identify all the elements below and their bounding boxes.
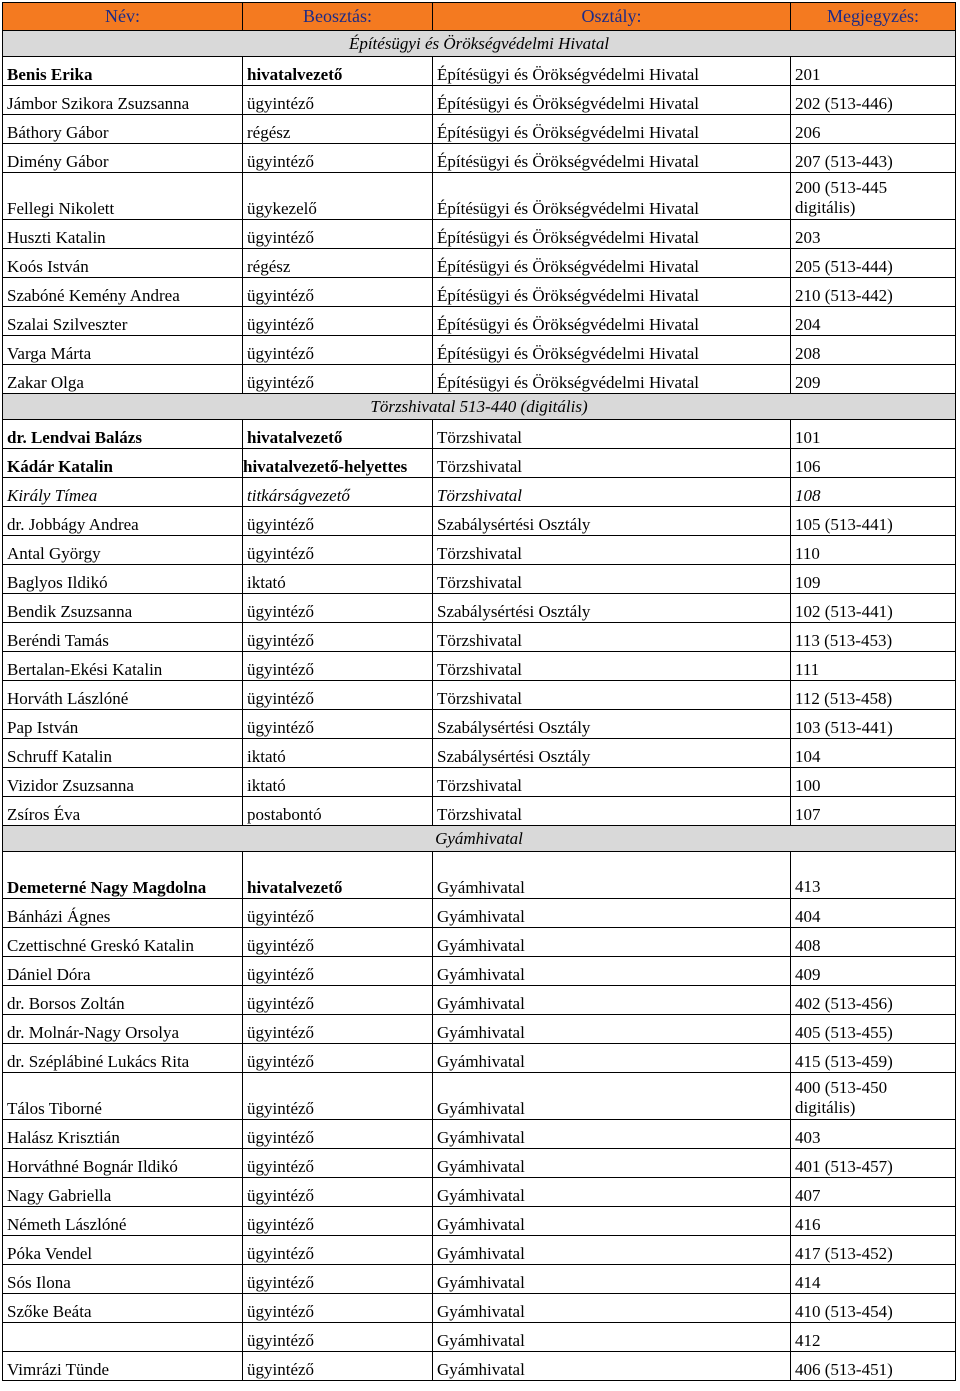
cell-note: 105 (513-441) bbox=[791, 507, 956, 536]
cell-department: Törzshivatal bbox=[433, 565, 791, 594]
cell-position: ügyintéző bbox=[243, 144, 433, 173]
cell-note: 109 bbox=[791, 565, 956, 594]
cell-department: Törzshivatal bbox=[433, 797, 791, 826]
cell-name: Zsíros Éva bbox=[3, 797, 243, 826]
cell-name: Póka Vendel bbox=[3, 1236, 243, 1265]
cell-note: 415 (513-459) bbox=[791, 1044, 956, 1073]
cell-name: Bertalan-Ekési Katalin bbox=[3, 652, 243, 681]
table-row bbox=[3, 739, 956, 768]
cell-position: régész bbox=[243, 249, 433, 278]
table-row bbox=[3, 623, 956, 652]
table-row bbox=[3, 278, 956, 307]
cell-department: Építésügyi és Örökségvédelmi Hivatal bbox=[433, 86, 791, 115]
cell-department: Gyámhivatal bbox=[433, 899, 791, 928]
cell-note: 101 bbox=[791, 420, 956, 449]
table-row bbox=[3, 986, 956, 1015]
cell-department: Gyámhivatal bbox=[433, 1294, 791, 1323]
cell-position: ügyintéző bbox=[243, 1207, 433, 1236]
cell-position: ügyintéző bbox=[243, 1323, 433, 1352]
cell-position: ügyintéző bbox=[243, 86, 433, 115]
cell-department: Építésügyi és Örökségvédelmi Hivatal bbox=[433, 220, 791, 249]
table-row bbox=[3, 1149, 956, 1178]
cell-department: Törzshivatal bbox=[433, 681, 791, 710]
table-row bbox=[3, 899, 956, 928]
cell-name: Koós István bbox=[3, 249, 243, 278]
cell-department: Szabálysértési Osztály bbox=[433, 594, 791, 623]
table-header bbox=[3, 3, 956, 31]
cell-name: Baglyos Ildikó bbox=[3, 565, 243, 594]
table-row bbox=[3, 220, 956, 249]
table-row bbox=[3, 173, 956, 220]
section-header-row bbox=[3, 826, 956, 852]
table-row bbox=[3, 710, 956, 739]
cell-department: Gyámhivatal bbox=[433, 1044, 791, 1073]
table-row bbox=[3, 1265, 956, 1294]
cell-note: 414 bbox=[791, 1265, 956, 1294]
cell-note: 404 bbox=[791, 899, 956, 928]
cell-note: 100 bbox=[791, 768, 956, 797]
table-row bbox=[3, 115, 956, 144]
cell-department: Építésügyi és Örökségvédelmi Hivatal bbox=[433, 144, 791, 173]
cell-name: Fellegi Nikolett bbox=[3, 173, 243, 220]
cell-department: Építésügyi és Örökségvédelmi Hivatal bbox=[433, 307, 791, 336]
cell-note: 200 (513-445 digitális) bbox=[791, 173, 956, 220]
cell-name: Vimrázi Tünde bbox=[3, 1352, 243, 1381]
cell-name: Tálos Tiborné bbox=[3, 1073, 243, 1120]
cell-position: ügyintéző bbox=[243, 1073, 433, 1120]
cell-name: Benis Erika bbox=[3, 57, 243, 86]
table-row bbox=[3, 1294, 956, 1323]
table-row bbox=[3, 144, 956, 173]
table-row bbox=[3, 1044, 956, 1073]
cell-note: 405 (513-455) bbox=[791, 1015, 956, 1044]
cell-position: ügyintéző bbox=[243, 594, 433, 623]
table-row bbox=[3, 565, 956, 594]
cell-note: 412 bbox=[791, 1323, 956, 1352]
table-row bbox=[3, 1015, 956, 1044]
cell-name: Jámbor Szikora Zsuzsanna bbox=[3, 86, 243, 115]
cell-note: 408 bbox=[791, 928, 956, 957]
cell-position: ügyintéző bbox=[243, 220, 433, 249]
cell-department: Törzshivatal bbox=[433, 420, 791, 449]
cell-position: ügyintéző bbox=[243, 507, 433, 536]
table-row bbox=[3, 1352, 956, 1381]
cell-name: Báthory Gábor bbox=[3, 115, 243, 144]
cell-name: Zakar Olga bbox=[3, 365, 243, 394]
table-row bbox=[3, 1073, 956, 1120]
cell-name: Huszti Katalin bbox=[3, 220, 243, 249]
cell-name: Vizidor Zsuzsanna bbox=[3, 768, 243, 797]
cell-position: ügyintéző bbox=[243, 1265, 433, 1294]
table-row bbox=[3, 536, 956, 565]
cell-department: Törzshivatal bbox=[433, 536, 791, 565]
header-row bbox=[3, 3, 956, 31]
cell-department: Építésügyi és Örökségvédelmi Hivatal bbox=[433, 278, 791, 307]
table-row bbox=[3, 957, 956, 986]
table-row bbox=[3, 507, 956, 536]
cell-name: Dimény Gábor bbox=[3, 144, 243, 173]
cell-department: Gyámhivatal bbox=[433, 1265, 791, 1294]
cell-name: dr. Jobbágy Andrea bbox=[3, 507, 243, 536]
cell-department: Szabálysértési Osztály bbox=[433, 710, 791, 739]
cell-position: ügyintéző bbox=[243, 1178, 433, 1207]
cell-name: Bánházi Ágnes bbox=[3, 899, 243, 928]
table-body bbox=[3, 31, 956, 1381]
section-title: Gyámhivatal bbox=[3, 826, 956, 852]
cell-note: 409 bbox=[791, 957, 956, 986]
table-row bbox=[3, 86, 956, 115]
cell-position: iktató bbox=[243, 768, 433, 797]
table-row bbox=[3, 420, 956, 449]
cell-note: 207 (513-443) bbox=[791, 144, 956, 173]
table-row bbox=[3, 1207, 956, 1236]
cell-name: Pap István bbox=[3, 710, 243, 739]
cell-position: régész bbox=[243, 115, 433, 144]
cell-note: 210 (513-442) bbox=[791, 278, 956, 307]
cell-position: hivatalvezető-helyettes bbox=[243, 449, 433, 478]
cell-note: 202 (513-446) bbox=[791, 86, 956, 115]
cell-position: ügyintéző bbox=[243, 278, 433, 307]
cell-name: Nagy Gabriella bbox=[3, 1178, 243, 1207]
cell-position: ügyintéző bbox=[243, 957, 433, 986]
cell-department: Szabálysértési Osztály bbox=[433, 739, 791, 768]
cell-department: Törzshivatal bbox=[433, 652, 791, 681]
cell-department: Gyámhivatal bbox=[433, 986, 791, 1015]
cell-note: 410 (513-454) bbox=[791, 1294, 956, 1323]
cell-position: hivatalvezető bbox=[243, 57, 433, 86]
table-row bbox=[3, 797, 956, 826]
cell-position: ügykezelő bbox=[243, 173, 433, 220]
cell-name: dr. Széplábiné Lukács Rita bbox=[3, 1044, 243, 1073]
cell-name: Dániel Dóra bbox=[3, 957, 243, 986]
cell-name: Varga Márta bbox=[3, 336, 243, 365]
cell-department: Törzshivatal bbox=[433, 768, 791, 797]
cell-department: Gyámhivatal bbox=[433, 1178, 791, 1207]
cell-note: 106 bbox=[791, 449, 956, 478]
cell-department: Gyámhivatal bbox=[433, 1149, 791, 1178]
header-position: Beosztás: bbox=[243, 3, 433, 31]
cell-position: ügyintéző bbox=[243, 928, 433, 957]
cell-name: Beréndi Tamás bbox=[3, 623, 243, 652]
cell-department: Gyámhivatal bbox=[433, 928, 791, 957]
cell-note: 400 (513-450 digitális) bbox=[791, 1073, 956, 1120]
cell-department: Gyámhivatal bbox=[433, 852, 791, 899]
table-row bbox=[3, 1178, 956, 1207]
cell-name: dr. Molnár-Nagy Orsolya bbox=[3, 1015, 243, 1044]
cell-note: 205 (513-444) bbox=[791, 249, 956, 278]
cell-position: ügyintéző bbox=[243, 1120, 433, 1149]
cell-position: iktató bbox=[243, 565, 433, 594]
cell-position: ügyintéző bbox=[243, 1294, 433, 1323]
section-header-row bbox=[3, 394, 956, 420]
table-row bbox=[3, 449, 956, 478]
cell-position: iktató bbox=[243, 739, 433, 768]
table-row bbox=[3, 681, 956, 710]
cell-note: 204 bbox=[791, 307, 956, 336]
cell-note: 413 bbox=[791, 852, 956, 899]
table-row bbox=[3, 1236, 956, 1265]
cell-department: Építésügyi és Örökségvédelmi Hivatal bbox=[433, 365, 791, 394]
cell-name: Halász Krisztián bbox=[3, 1120, 243, 1149]
cell-name: Kádár Katalin bbox=[3, 449, 243, 478]
cell-department: Gyámhivatal bbox=[433, 957, 791, 986]
cell-department: Építésügyi és Örökségvédelmi Hivatal bbox=[433, 249, 791, 278]
cell-note: 407 bbox=[791, 1178, 956, 1207]
cell-department: Gyámhivatal bbox=[433, 1015, 791, 1044]
table-row bbox=[3, 307, 956, 336]
cell-name: Szőke Beáta bbox=[3, 1294, 243, 1323]
cell-name bbox=[3, 1323, 243, 1352]
cell-department: Építésügyi és Örökségvédelmi Hivatal bbox=[433, 57, 791, 86]
cell-department: Törzshivatal bbox=[433, 449, 791, 478]
cell-note: 112 (513-458) bbox=[791, 681, 956, 710]
cell-note: 104 bbox=[791, 739, 956, 768]
cell-note: 203 bbox=[791, 220, 956, 249]
cell-note: 209 bbox=[791, 365, 956, 394]
cell-name: Demeterné Nagy Magdolna bbox=[3, 852, 243, 899]
table-row bbox=[3, 57, 956, 86]
header-department: Osztály: bbox=[433, 3, 791, 31]
cell-name: Szabóné Kemény Andrea bbox=[3, 278, 243, 307]
cell-note: 107 bbox=[791, 797, 956, 826]
cell-note: 417 (513-452) bbox=[791, 1236, 956, 1265]
table-row bbox=[3, 852, 956, 899]
cell-name: dr. Borsos Zoltán bbox=[3, 986, 243, 1015]
table-row bbox=[3, 1323, 956, 1352]
cell-department: Szabálysértési Osztály bbox=[433, 507, 791, 536]
cell-note: 113 (513-453) bbox=[791, 623, 956, 652]
cell-note: 110 bbox=[791, 536, 956, 565]
cell-name: Szalai Szilveszter bbox=[3, 307, 243, 336]
table-row bbox=[3, 768, 956, 797]
cell-position: ügyintéző bbox=[243, 1236, 433, 1265]
cell-name: Schruff Katalin bbox=[3, 739, 243, 768]
cell-position: ügyintéző bbox=[243, 336, 433, 365]
cell-position: ügyintéző bbox=[243, 365, 433, 394]
cell-note: 103 (513-441) bbox=[791, 710, 956, 739]
cell-name: Sós Ilona bbox=[3, 1265, 243, 1294]
cell-department: Építésügyi és Örökségvédelmi Hivatal bbox=[433, 173, 791, 220]
cell-position: ügyintéző bbox=[243, 1149, 433, 1178]
cell-department: Gyámhivatal bbox=[433, 1073, 791, 1120]
cell-name: Horváth Lászlóné bbox=[3, 681, 243, 710]
table-row bbox=[3, 478, 956, 507]
cell-position: ügyintéző bbox=[243, 623, 433, 652]
table-row bbox=[3, 594, 956, 623]
header-name: Név: bbox=[3, 3, 243, 31]
table-row bbox=[3, 928, 956, 957]
cell-department: Építésügyi és Örökségvédelmi Hivatal bbox=[433, 336, 791, 365]
cell-department: Törzshivatal bbox=[433, 623, 791, 652]
staff-directory-table bbox=[2, 2, 956, 1381]
cell-department: Gyámhivatal bbox=[433, 1120, 791, 1149]
cell-department: Gyámhivatal bbox=[433, 1323, 791, 1352]
cell-position: ügyintéző bbox=[243, 1015, 433, 1044]
cell-position: hivatalvezető bbox=[243, 420, 433, 449]
cell-position: ügyintéző bbox=[243, 710, 433, 739]
cell-position: titkárságvezető bbox=[243, 478, 433, 507]
table-row bbox=[3, 1120, 956, 1149]
cell-note: 102 (513-441) bbox=[791, 594, 956, 623]
cell-name: dr. Lendvai Balázs bbox=[3, 420, 243, 449]
cell-position: ügyintéző bbox=[243, 307, 433, 336]
cell-name: Bendik Zsuzsanna bbox=[3, 594, 243, 623]
cell-department: Gyámhivatal bbox=[433, 1352, 791, 1381]
cell-position: ügyintéző bbox=[243, 536, 433, 565]
cell-note: 401 (513-457) bbox=[791, 1149, 956, 1178]
cell-note: 111 bbox=[791, 652, 956, 681]
cell-note: 201 bbox=[791, 57, 956, 86]
cell-position: ügyintéző bbox=[243, 681, 433, 710]
cell-department: Gyámhivatal bbox=[433, 1207, 791, 1236]
cell-position: ügyintéző bbox=[243, 652, 433, 681]
cell-name: Czettischné Greskó Katalin bbox=[3, 928, 243, 957]
cell-position: ügyintéző bbox=[243, 1352, 433, 1381]
header-note: Megjegyzés: bbox=[791, 3, 956, 31]
section-title: Építésügyi és Örökségvédelmi Hivatal bbox=[3, 31, 956, 57]
table-row bbox=[3, 652, 956, 681]
cell-department: Törzshivatal bbox=[433, 478, 791, 507]
cell-note: 406 (513-451) bbox=[791, 1352, 956, 1381]
cell-position: postabontó bbox=[243, 797, 433, 826]
section-title: Törzshivatal 513-440 (digitális) bbox=[3, 394, 956, 420]
cell-note: 108 bbox=[791, 478, 956, 507]
table-row bbox=[3, 365, 956, 394]
cell-position: hivatalvezető bbox=[243, 852, 433, 899]
cell-name: Németh Lászlóné bbox=[3, 1207, 243, 1236]
table-row bbox=[3, 336, 956, 365]
cell-department: Gyámhivatal bbox=[433, 1236, 791, 1265]
cell-note: 416 bbox=[791, 1207, 956, 1236]
cell-name: Király Tímea bbox=[3, 478, 243, 507]
cell-name: Horváthné Bognár Ildikó bbox=[3, 1149, 243, 1178]
cell-note: 402 (513-456) bbox=[791, 986, 956, 1015]
cell-note: 403 bbox=[791, 1120, 956, 1149]
cell-name: Antal György bbox=[3, 536, 243, 565]
cell-position: ügyintéző bbox=[243, 986, 433, 1015]
cell-note: 208 bbox=[791, 336, 956, 365]
section-header-row bbox=[3, 31, 956, 57]
cell-position: ügyintéző bbox=[243, 899, 433, 928]
cell-note: 206 bbox=[791, 115, 956, 144]
cell-department: Építésügyi és Örökségvédelmi Hivatal bbox=[433, 115, 791, 144]
cell-position: ügyintéző bbox=[243, 1044, 433, 1073]
table-row bbox=[3, 249, 956, 278]
